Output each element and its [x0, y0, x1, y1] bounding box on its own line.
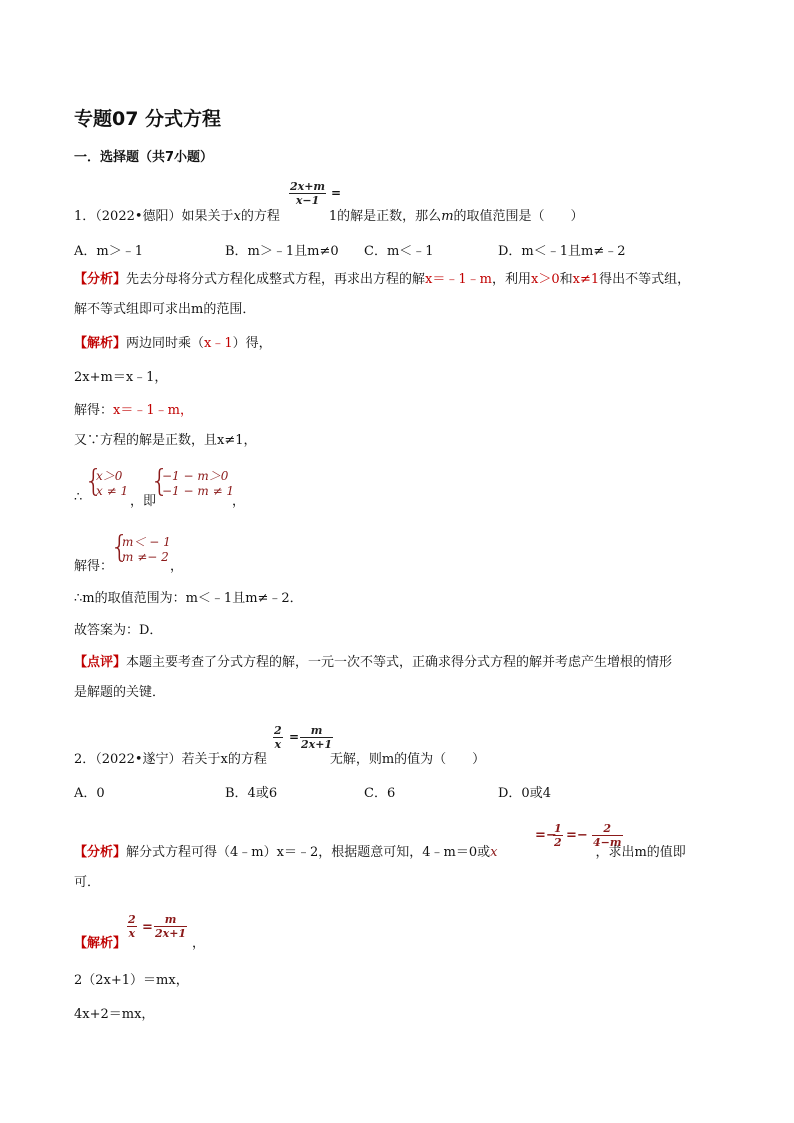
therefore-symbol: ∴ — [74, 490, 83, 505]
q1-comment: 【点评】本题主要考查了分式方程的解，一元一次不等式，正确求得分式方程的解并考虑产生增根的情形 — [74, 655, 673, 670]
system-brace-3: { — [110, 530, 130, 565]
q1-step-condition: 又∵方程的解是正数，且x≠1， — [74, 433, 257, 448]
q2-fraction-right: m 2x+1 — [301, 724, 333, 751]
q1-comma-2: ， — [170, 559, 184, 574]
page-title: 专题07 分式方程 — [74, 108, 222, 130]
q2-solution: 【解析】 ， — [74, 936, 206, 951]
system-brace-2: { — [150, 464, 170, 499]
section-heading: 一．选择题（共7小题） — [74, 150, 214, 165]
q2-analysis-cont: 可． — [74, 875, 101, 890]
q2-step-2: 4x+2＝mx， — [74, 1007, 155, 1022]
q2-analysis: 【分析】解分式方程可得（4﹣m）x＝﹣2，根据题意可知，4﹣m＝0或x ，求出m的值即 — [74, 845, 686, 860]
q2-solution-fraction-right: m 2x+1 — [155, 913, 187, 940]
q1-option-c: C．m＜﹣1 — [364, 244, 434, 259]
q2-analysis-eq2: =− — [566, 828, 588, 843]
q2-solution-equals: = — [142, 920, 153, 935]
inequality-system-3: m＜ − 1 m ≠− 2 — [122, 535, 171, 564]
q2-analysis-fraction-1: 1 2 — [554, 822, 562, 849]
q2-option-b: B．4或6 — [225, 786, 278, 801]
q1-option-a: A．m＞﹣1 — [74, 244, 143, 259]
q1-step-solve: 解得：x＝﹣1﹣m， — [74, 403, 193, 418]
q1-comma: ， — [232, 494, 246, 509]
q1-ji-text: ，即 — [130, 494, 157, 509]
q2-option-c: C．6 — [364, 786, 396, 801]
q1-solution: 【解析】两边同时乘（x﹣1）得， — [74, 336, 272, 351]
q1-step-equation: 2x+m＝x﹣1， — [74, 370, 168, 385]
q1-analysis: 【分析】先去分母将分式方程化成整式方程，再求出方程的解x＝﹣1﹣m，利用x＞0和x≠1得出不等式组， — [74, 272, 691, 287]
q1-option-d: D．m＜﹣1且m≠﹣2 — [498, 244, 626, 259]
q2-analysis-eq1: =− — [535, 828, 557, 843]
q2-stem: 2．（2022•遂宁）若关于x的方程 无解，则m的值为（ ） — [74, 752, 486, 767]
q1-stem: 1．（2022•德阳）如果关于x的方程 1的解是正数，那么m的取值范围是（ ） — [74, 209, 584, 224]
q2-option-a: A．0 — [74, 786, 105, 801]
inequality-system-1: x＞0 x ≠ 1 — [96, 469, 129, 498]
q2-option-d: D．0或4 — [498, 786, 551, 801]
q1-solve2-label: 解得： — [74, 559, 114, 574]
q2-analysis-fraction-2: 2 4−m — [593, 822, 622, 849]
system-brace-1: { — [84, 464, 104, 499]
q1-answer: 故答案为：D． — [74, 623, 163, 638]
q1-equation-equals: = — [331, 186, 342, 200]
q2-step-1: 2（2x+1）＝mx， — [74, 973, 189, 988]
q1-option-b: B．m＞﹣1且m≠0 — [225, 244, 339, 259]
q2-equals: = — [289, 730, 300, 744]
q1-comment-cont: 是解题的关键． — [74, 685, 166, 700]
q1-range: ∴m的取值范围为：m＜﹣1且m≠﹣2． — [74, 591, 303, 606]
inequality-system-2: −1 − m＞0 −1 − m ≠ 1 — [162, 469, 235, 498]
q2-fraction-left: 2 x — [274, 724, 282, 751]
q1-equation-fraction: 2x+m x−1 — [290, 180, 326, 207]
q2-solution-fraction-left: 2 x — [128, 913, 136, 940]
q1-analysis-cont: 解不等式组即可求出m的范围． — [74, 302, 256, 317]
